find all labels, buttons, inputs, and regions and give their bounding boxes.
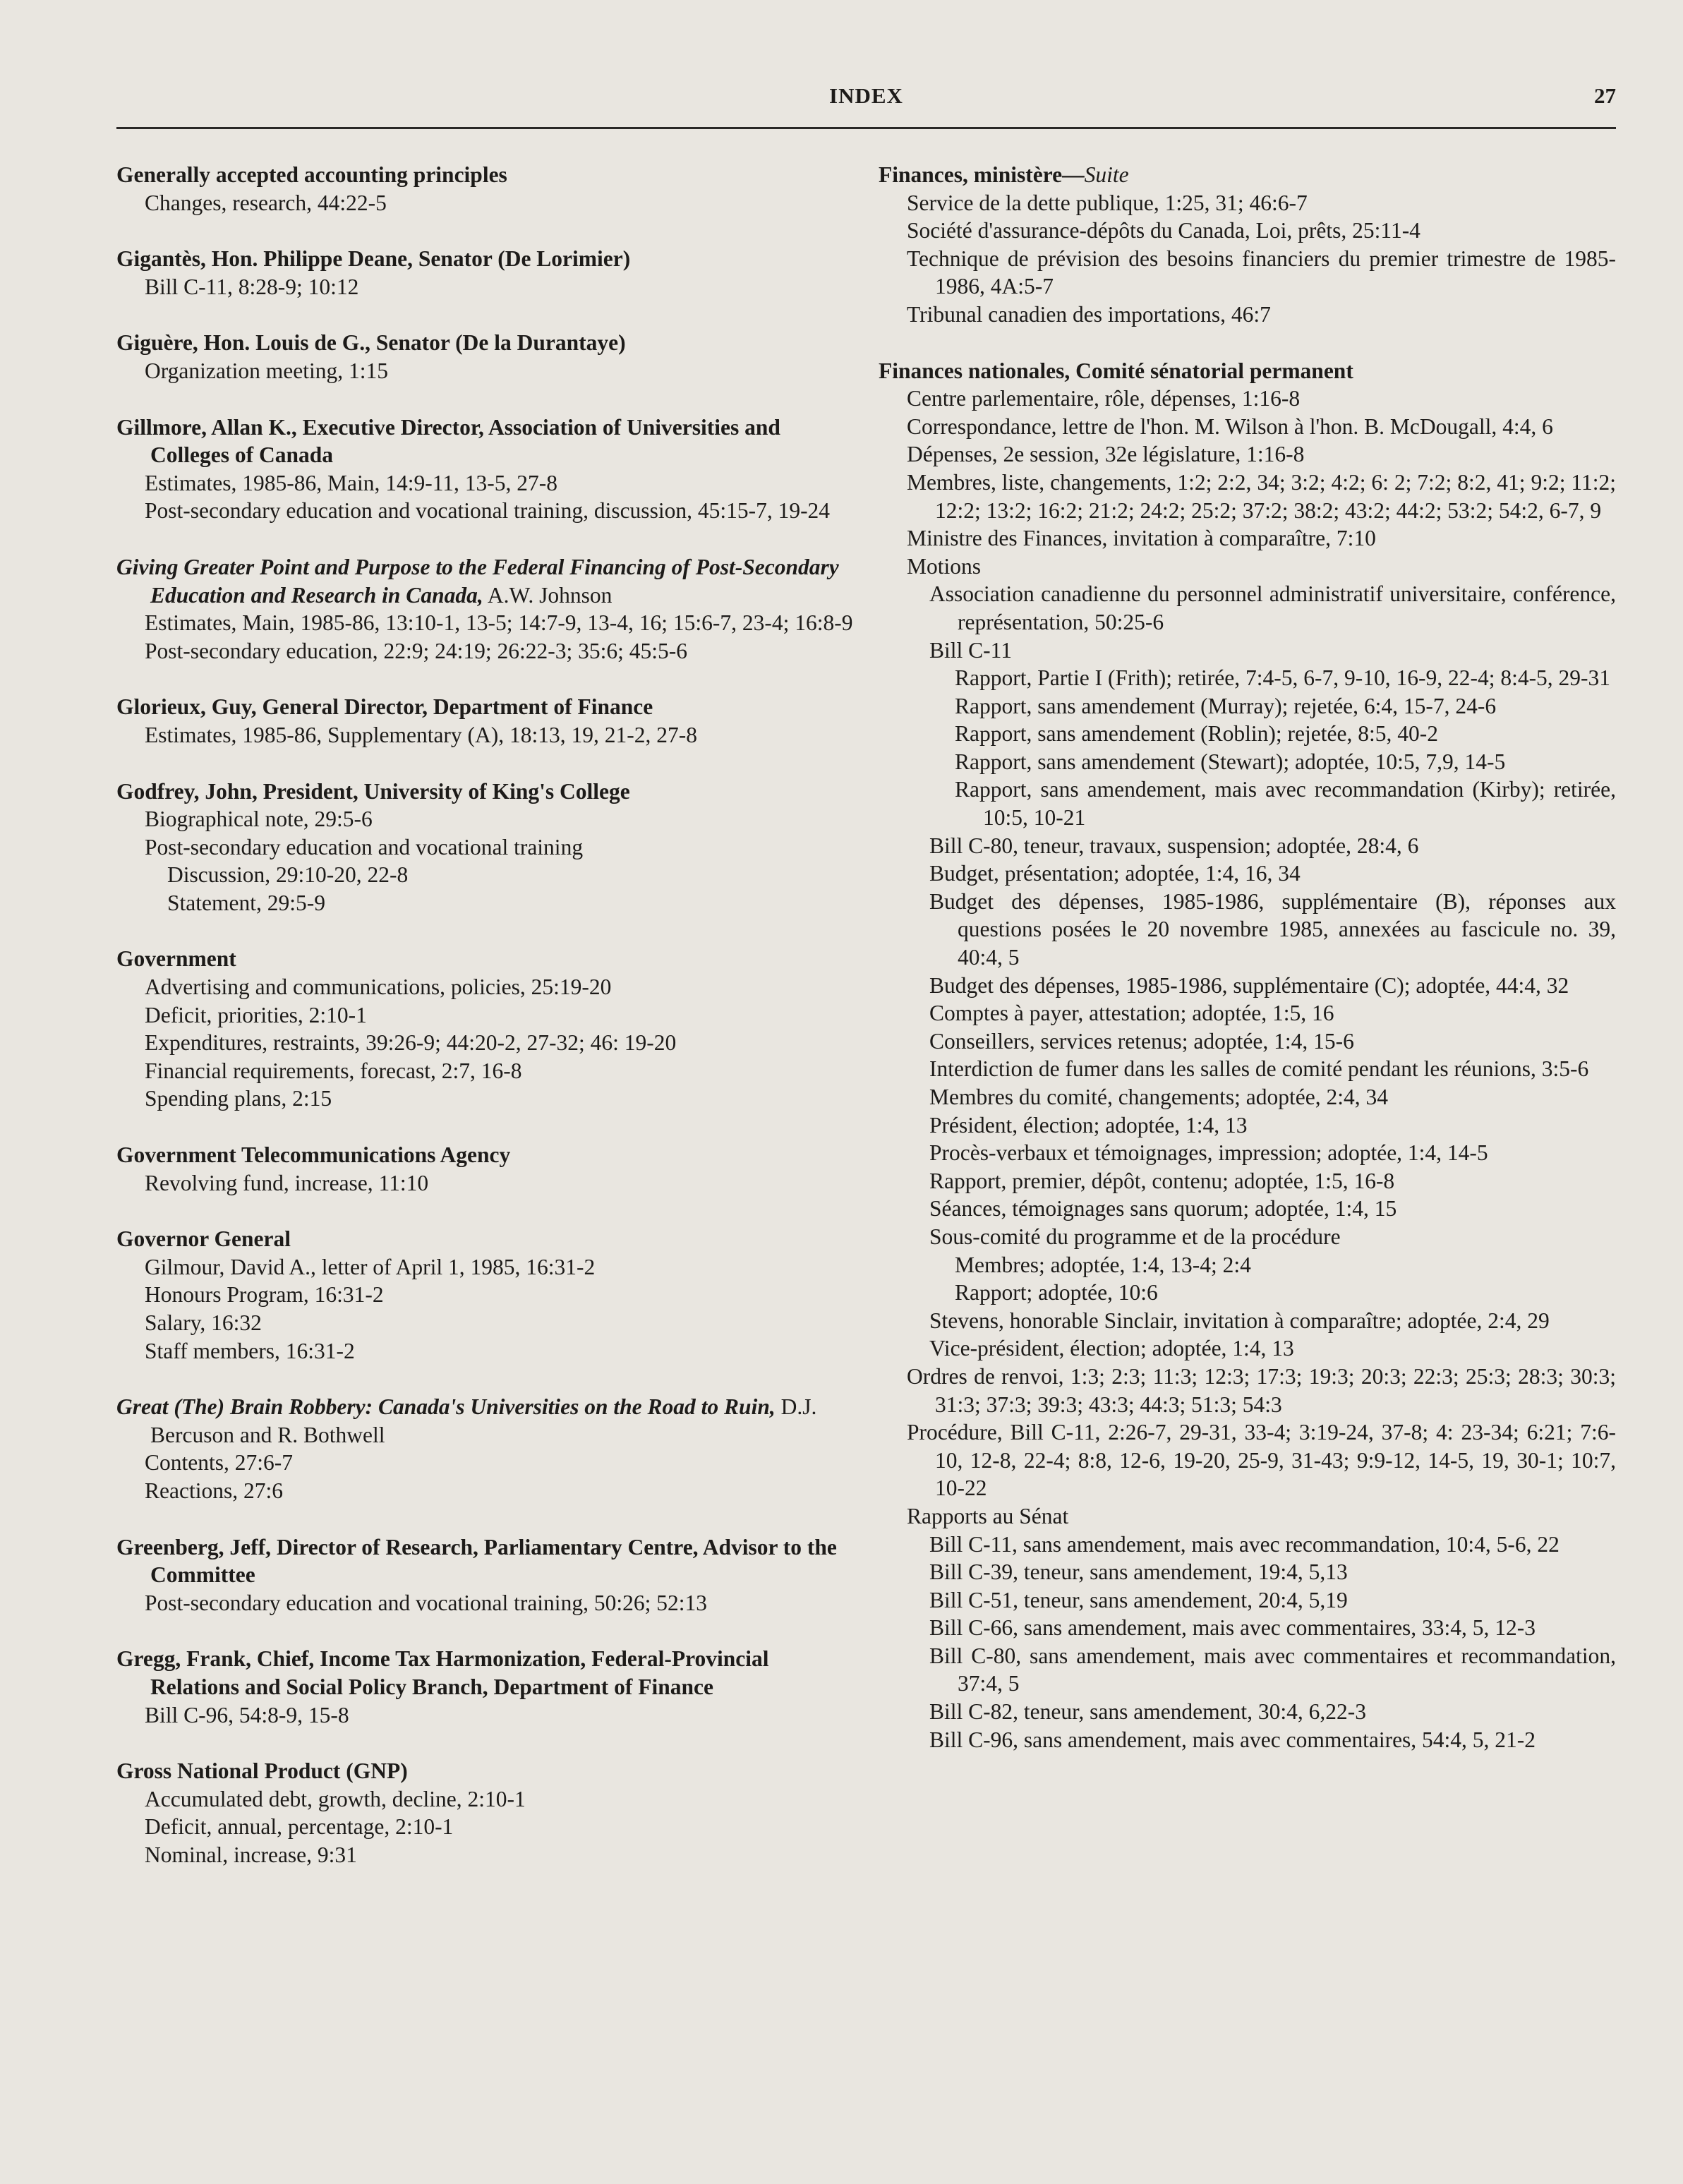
entry-heading-text: Glorieux, Guy, General Director, Department of Finance <box>116 694 653 720</box>
index-entry <box>116 693 854 749</box>
entry-heading-text: Finances nationales, Comité sénatorial permanent <box>879 358 1353 383</box>
index-entry <box>879 161 1616 329</box>
entry-subitem: Rapport, sans amendement (Murray); rejetée, 6:4, 15-7, 24-6 <box>955 693 1497 718</box>
entry-subitem: Bill C-11, 8:28-9; 10:12 <box>145 274 359 299</box>
index-entry <box>116 1225 854 1365</box>
entry-subitem: Motions <box>907 553 982 579</box>
entry-subitem: Centre parlementaire, rôle, dépenses, 1:16-8 <box>907 386 1301 411</box>
entry-subitem: Post-secondary education and vocational training, 50:26; 52:13 <box>145 1590 707 1615</box>
entry-subitem: Bill C-11 <box>929 637 1012 663</box>
entry-heading <box>116 161 854 189</box>
entry-heading-text: Gross National Product (GNP) <box>116 1758 408 1784</box>
page-number: 27 <box>1594 83 1616 108</box>
entry-heading-text: Giguère, Hon. Louis de G., Senator (De la Durantaye) <box>116 330 626 356</box>
entry-subitem: Bill C-11, sans amendement, mais avec recommandation, 10:4, 5-6, 22 <box>929 1531 1560 1557</box>
entry-subitem: Budget, présentation; adoptée, 1:4, 16, 34 <box>929 861 1301 886</box>
entry-heading-text: Finances, ministère— <box>879 162 1085 187</box>
entry-subitem: Correspondance, lettre de l'hon. M. Wilson à l'hon. B. McDougall, 4:4, 6 <box>907 414 1553 439</box>
entry-subitem: Bill C-96, 54:8-9, 15-8 <box>145 1702 349 1727</box>
entry-subitem: Estimates, 1985-86, Main, 14:9-11, 13-5, 27-8 <box>145 470 558 495</box>
entry-subitem: Biographical note, 29:5-6 <box>145 807 373 832</box>
entry-heading <box>116 553 854 609</box>
entry-heading-text: Giving Greater Point and Purpose to the Federal Financing of Post-Secondary Education and Research in Canada, <box>116 554 839 608</box>
entry-heading-suffix: A.W. Johnson <box>483 582 613 608</box>
entry-subitem: Gilmour, David A., letter of April 1, 1985, 16:31-2 <box>145 1254 596 1279</box>
entry-heading <box>116 1225 854 1253</box>
entry-subitem: Ordres de renvoi, 1:3; 2:3; 11:3; 12:3; 17:3; 19:3; 20:3; 22:3; 25:3; 28:3; 30:3; 31:3; 37:3; 39:3; 43:3; 44:3; 51:3; 54:3 <box>907 1363 1616 1417</box>
entry-subitem: Rapport, sans amendement, mais avec recommandation (Kirby); retirée, 10:5, 10-21 <box>955 777 1616 831</box>
entry-subitem: Financial requirements, forecast, 2:7, 16-8 <box>145 1058 522 1083</box>
entry-subitem: Vice-président, élection; adoptée, 1:4, 13 <box>929 1336 1294 1361</box>
entry-subitem: Membres du comité, changements; adoptée, 2:4, 34 <box>929 1085 1388 1109</box>
entry-subitem: Rapports au Sénat <box>907 1503 1069 1528</box>
entry-heading <box>116 329 854 357</box>
entry-subitem: Rapport, Partie I (Frith); retirée, 7:4-5, 6-7, 9-10, 16-9, 22-4; 8:4-5, 29-31 <box>955 665 1611 691</box>
entry-heading-text: Gillmore, Allan K., Executive Director, Association of Universities and Colleges of Canada <box>116 414 780 468</box>
entry-heading-suffix: D.J. Bercuson and R. Bothwell <box>150 1394 817 1447</box>
entry-heading-text: Great (The) Brain Robbery: Canada's Universities on the Road to Ruin, <box>116 1394 776 1420</box>
entry-subitem: Président, élection; adoptée, 1:4, 13 <box>929 1112 1248 1138</box>
entry-subitem: Post-secondary education and vocational training, discussion, 45:15-7, 19-24 <box>145 498 831 524</box>
entry-heading <box>116 778 854 806</box>
entry-subitem: Bill C-66, sans amendement, mais avec commentaires, 33:4, 5, 12-3 <box>929 1615 1536 1641</box>
entry-subitem: Expenditures, restraints, 39:26-9; 44:20-2, 27-32; 46: 19-20 <box>145 1030 677 1056</box>
entry-subitem: Accumulated debt, growth, decline, 2:10-1 <box>145 1786 526 1811</box>
entry-subitem: Comptes à payer, attestation; adoptée, 1:5, 16 <box>929 1001 1334 1026</box>
entry-subitem: Estimates, 1985-86, Supplementary (A), 18:13, 19, 21-2, 27-8 <box>145 722 698 747</box>
index-column-left <box>116 161 854 1898</box>
entry-heading <box>116 1757 854 1785</box>
index-entry <box>116 553 854 665</box>
entry-subitem: Bill C-80, teneur, travaux, suspension; adoptée, 28:4, 6 <box>929 833 1419 858</box>
entry-heading-text: Gregg, Frank, Chief, Income Tax Harmonization, Federal-Provincial Relations and Social Policy Branch, Department of Finance <box>116 1646 769 1699</box>
entry-subitem: Séances, témoignages sans quorum; adoptée, 1:4, 15 <box>929 1196 1397 1221</box>
page-header <box>116 83 1616 129</box>
entry-subitem: Tribunal canadien des importations, 46:7 <box>907 301 1271 327</box>
entry-subitem: Bill C-96, sans amendement, mais avec commentaires, 54:4, 5, 21-2 <box>929 1727 1536 1752</box>
entry-heading <box>116 1533 854 1589</box>
entry-subitem: Association canadienne du personnel administratif universitaire, conférence, représentation, 50:25-6 <box>929 581 1616 634</box>
entry-subitem: Estimates, Main, 1985-86, 13:10-1, 13-5; 14:7-9, 13-4, 16; 15:6-7, 23-4; 16:8-9 <box>145 610 853 636</box>
entry-subitem: Contents, 27:6-7 <box>145 1450 293 1476</box>
entry-subitem: Budget des dépenses, 1985-1986, supplémentaire (C); adoptée, 44:4, 32 <box>929 972 1569 998</box>
entry-heading <box>116 945 854 973</box>
entry-heading <box>116 245 854 273</box>
entry-subitem: Discussion, 29:10-20, 22-8 <box>167 862 409 888</box>
running-title: INDEX <box>829 83 903 108</box>
entry-heading <box>116 693 854 721</box>
entry-subitem: Salary, 16:32 <box>145 1310 262 1335</box>
index-entry <box>879 357 1616 1754</box>
index-entry <box>116 1533 854 1617</box>
entry-subitem: Membres; adoptée, 1:4, 13-4; 2:4 <box>955 1252 1251 1277</box>
entry-subitem: Reactions, 27:6 <box>145 1478 283 1503</box>
entry-subitem: Conseillers, services retenus; adoptée, 1:4, 15-6 <box>929 1028 1354 1054</box>
entry-subitem: Post-secondary education, 22:9; 24:19; 26:22-3; 35:6; 45:5-6 <box>145 638 688 663</box>
index-entry <box>116 778 854 917</box>
entry-subitem: Spending plans, 2:15 <box>145 1086 332 1111</box>
index-entry <box>116 945 854 1113</box>
entry-heading <box>879 161 1616 189</box>
entry-subitem: Dépenses, 2e session, 32e législature, 1:16-8 <box>907 442 1305 467</box>
entry-subitem: Staff members, 16:31-2 <box>145 1338 355 1363</box>
entry-heading-text: Godfrey, John, President, University of King's College <box>116 778 630 804</box>
entry-subitem: Technique de prévision des besoins financiers du premier trimestre de 1985-1986, 4A:5-7 <box>907 246 1616 299</box>
entry-subitem: Honours Program, 16:31-2 <box>145 1282 384 1308</box>
index-entry <box>116 1757 854 1869</box>
entry-subitem: Budget des dépenses, 1985-1986, supplémentaire (B), réponses aux questions posées le 20 novembre 1985, annexées au fascicule no. 39, 40:4, 5 <box>929 888 1616 970</box>
entry-subitem: Bill C-39, teneur, sans amendement, 19:4, 5,13 <box>929 1559 1348 1585</box>
entry-subitem: Membres, liste, changements, 1:2; 2:2, 34; 3:2; 4:2; 6: 2; 7:2; 8:2, 41; 9:2; 11:2; 12:2; 13:2; 16:2; 21:2; 24:2; 25:2; 37:2; 38:2; 43:2; 44:2; 53:2; 54:2, 6-7, 9 <box>907 469 1616 523</box>
entry-heading-text: Gigantès, Hon. Philippe Deane, Senator (De Lorimier) <box>116 246 631 272</box>
index-column-right <box>879 161 1616 1782</box>
entry-subitem: Bill C-80, sans amendement, mais avec commentaires et recommandation, 37:4, 5 <box>929 1643 1616 1696</box>
entry-subitem: Rapport; adoptée, 10:6 <box>955 1280 1158 1305</box>
entry-subitem: Service de la dette publique, 1:25, 31; 46:6-7 <box>907 190 1308 215</box>
entry-subitem: Bill C-51, teneur, sans amendement, 20:4, 5,19 <box>929 1587 1348 1612</box>
entry-subitem: Deficit, priorities, 2:10-1 <box>145 1002 367 1027</box>
entry-heading <box>116 1393 854 1449</box>
entry-subitem: Post-secondary education and vocational training <box>145 834 584 859</box>
entry-subitem: Procès-verbaux et témoignages, impression; adoptée, 1:4, 14-5 <box>929 1140 1488 1166</box>
entry-heading <box>116 1141 854 1169</box>
entry-subitem: Revolving fund, increase, 11:10 <box>145 1170 429 1195</box>
entry-subitem: Ministre des Finances, invitation à comparaître, 7:10 <box>907 526 1376 551</box>
entry-subitem: Procédure, Bill C-11, 2:26-7, 29-31, 33-4; 3:19-24, 37-8; 4: 23-34; 6:21; 7:6-10, 12-8, 22-4; 8:8, 12-6, 19-20, 25-9, 31-43; 9:9-12, 14-5, 19, 30-1; 10:7, 10-22 <box>907 1420 1616 1501</box>
entry-subitem: Bill C-82, teneur, sans amendement, 30:4, 6,22-3 <box>929 1699 1367 1725</box>
entry-subitem: Rapport, sans amendement (Roblin); rejetée, 8:5, 40-2 <box>955 721 1438 747</box>
entry-subitem: Rapport, premier, dépôt, contenu; adoptée, 1:5, 16-8 <box>929 1168 1395 1193</box>
index-entry <box>116 245 854 301</box>
entry-subitem: Nominal, increase, 9:31 <box>145 1842 357 1867</box>
entry-subitem: Changes, research, 44:22-5 <box>145 190 387 215</box>
entry-subitem: Sous-comité du programme et de la procédure <box>929 1224 1341 1249</box>
entry-heading <box>879 357 1616 385</box>
entry-subitem: Statement, 29:5-9 <box>167 890 325 915</box>
index-entry <box>116 414 854 525</box>
entry-heading-text: Generally accepted accounting principles <box>116 162 507 187</box>
index-entry <box>116 329 854 385</box>
entry-subitem: Stevens, honorable Sinclair, invitation à comparaître; adoptée, 2:4, 29 <box>929 1308 1550 1333</box>
entry-heading-suffix: Suite <box>1084 162 1129 187</box>
entry-subitem: Société d'assurance-dépôts du Canada, Loi, prêts, 25:11-4 <box>907 218 1420 243</box>
index-entry <box>116 161 854 217</box>
entry-heading-text: Government Telecommunications Agency <box>116 1142 511 1168</box>
entry-subitem: Interdiction de fumer dans les salles de comité pendant les réunions, 3:5-6 <box>929 1056 1589 1082</box>
entry-heading-text: Greenberg, Jeff, Director of Research, Parliamentary Centre, Advisor to the Committee <box>116 1534 837 1588</box>
index-entry <box>116 1645 854 1729</box>
index-entry <box>116 1141 854 1197</box>
entry-heading-text: Government <box>116 946 236 972</box>
entry-subitem: Deficit, annual, percentage, 2:10-1 <box>145 1814 454 1840</box>
entry-subitem: Organization meeting, 1:15 <box>145 358 388 383</box>
entry-heading-text: Governor General <box>116 1226 291 1252</box>
entry-heading <box>116 1645 854 1701</box>
entry-heading <box>116 414 854 469</box>
entry-subitem: Rapport, sans amendement (Stewart); adoptée, 10:5, 7,9, 14-5 <box>955 749 1506 774</box>
index-entry <box>116 1393 854 1504</box>
entry-subitem: Advertising and communications, policies, 25:19-20 <box>145 975 612 1000</box>
